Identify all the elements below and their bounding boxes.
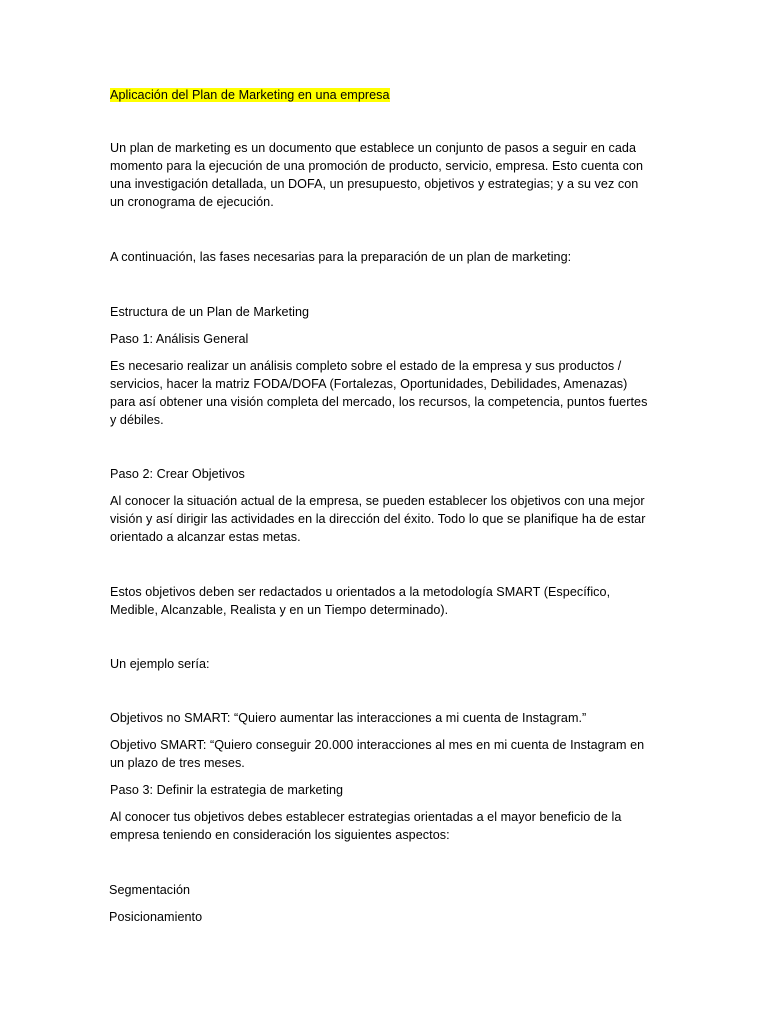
smart-paragraph: Estos objetivos deben ser redactados u orientados a la metodología SMART (Específico, Medible, Alcanzable, Realista y en un Tiempo determinado). <box>110 585 611 617</box>
example-smart: Objetivo SMART: “Quiero conseguir 20.000 interacciones al mes en mi cuenta de Instagram en un plazo de tres meses. <box>110 738 645 770</box>
aspect-item: Segmentación <box>109 883 191 897</box>
phases-intro-paragraph: A continuación, las fases necesarias para la preparación de un plan de marketing: <box>110 250 572 264</box>
step2-paragraph: Al conocer la situación actual de la empresa, se pueden establecer los objetivos con una mejor visión y así dirigir las actividades en la dirección del éxito. Todo lo que se planifique ha de estar orientado a alcanzar estas metas. <box>110 494 646 544</box>
example-no-smart: Objetivos no SMART: “Quiero aumentar las interacciones a mi cuenta de Instagram.” <box>110 711 587 725</box>
aspect-item: Posicionamiento <box>109 910 203 924</box>
example-intro: Un ejemplo sería: <box>110 657 210 671</box>
step2-heading: Paso 2: Crear Objetivos <box>110 467 245 481</box>
step3-heading: Paso 3: Definir la estrategia de marketing <box>110 783 344 797</box>
document-title <box>110 86 650 104</box>
intro-paragraph: Un plan de marketing es un documento que establece un conjunto de pasos a seguir en cada momento para la ejecución de una promoción de producto, servicio, empresa. Esto cuenta con una investigación detallada, un DOFA, un presupuesto, objetivos y estrategias; y a su vez con un cronograma de ejecución. <box>110 141 644 209</box>
step3-paragraph: Al conocer tus objetivos debes establecer estrategias orientadas a el mayor beneficio de la empresa teniendo en consideración los siguientes aspectos: <box>110 810 622 842</box>
structure-heading: Estructura de un Plan de Marketing <box>110 305 310 319</box>
step1-heading: Paso 1: Análisis General <box>110 332 249 346</box>
title-highlight: Aplicación del Plan de Marketing en una empresa <box>110 88 390 102</box>
step1-paragraph: Es necesario realizar un análisis completo sobre el estado de la empresa y sus productos / servicios, hacer la matriz FODA/DOFA (Fortalezas, Oportunidades, Debilidades, Amenazas) para así obtener una visión completa del mercado, los recursos, la competencia, puntos fuertes y débiles. <box>110 359 648 427</box>
